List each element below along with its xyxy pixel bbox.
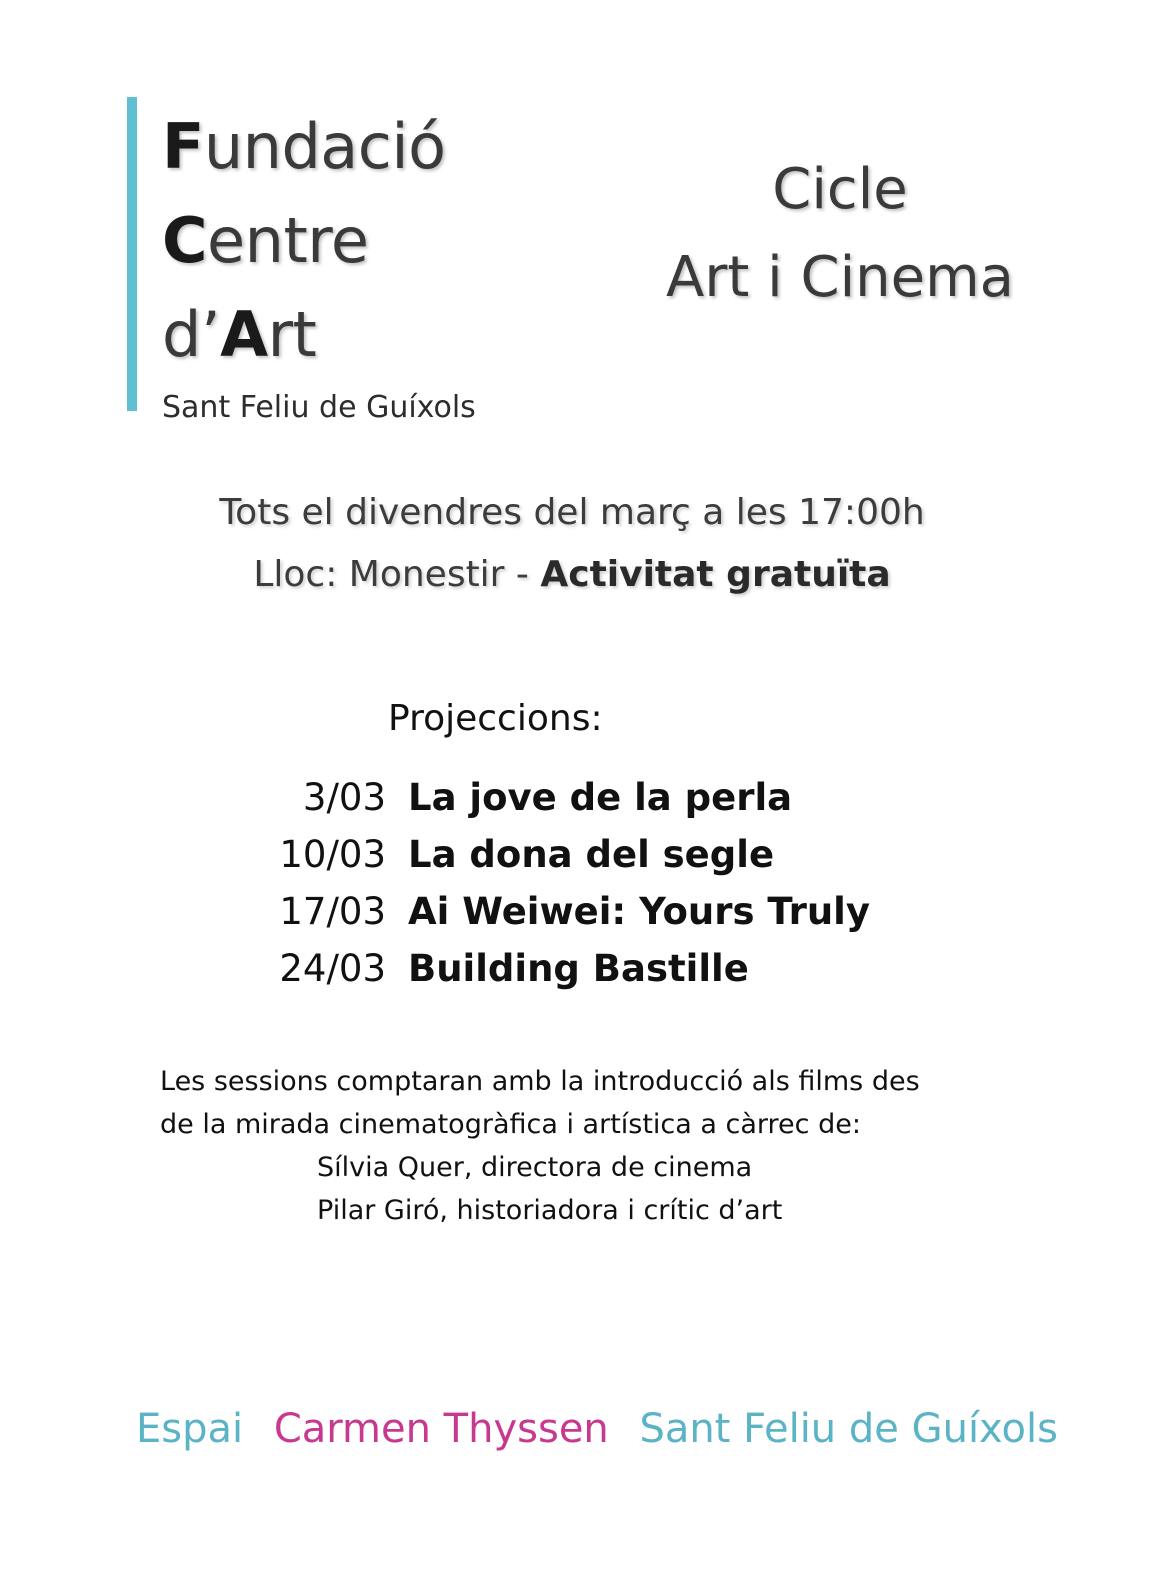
logo-accent-bar [127,97,137,411]
projections-heading: Projeccions: [388,698,603,739]
film-row [230,890,1030,947]
film-row [230,776,1030,833]
cycle-title-line2: Art i Cinema [666,245,1014,310]
presenter-quer: Sílvia Quer, directora de cinema [317,1152,753,1183]
logo-line-art: d’Art [162,298,317,371]
film-list [230,776,1030,1004]
sessions-note [160,1060,1040,1232]
presenter-giro: Pilar Giró, historiadora i crític d’art [317,1195,783,1226]
logo-line-centre: Centre [162,204,369,277]
venue-footer [136,1403,1076,1455]
film-date: 3/03 [302,776,386,819]
cycle-title-line1: Cicle [772,157,908,222]
logo-subtitle: Sant Feliu de Guíxols [162,390,476,425]
film-title: La dona del segle [408,833,775,876]
film-row [230,947,1030,1004]
note-line2: de la mirada cinematogràfica i artística a càrrec de: [160,1109,861,1140]
foundation-logo [162,100,582,428]
footer-sant-feliu: Sant Feliu de Guíxols [639,1406,1058,1452]
free-activity-label: Activitat gratuïta [540,554,891,595]
footer-carmen-thyssen: Carmen Thyssen [273,1406,609,1452]
film-date: 24/03 [279,947,386,990]
film-date: 10/03 [279,833,386,876]
note-line1: Les sessions comptaran amb la introducció als films des [160,1066,920,1097]
schedule-time: Tots el divendres del març a les 17:00h [219,492,925,533]
film-title: La jove de la perla [408,776,793,819]
footer-espai: Espai [136,1406,244,1452]
logo-line-fundacio: Fundació [162,110,446,183]
film-title: Ai Weiwei: Yours Truly [408,890,870,933]
cycle-title [640,146,1040,322]
film-row [230,833,1030,890]
film-date: 17/03 [279,890,386,933]
schedule-place: Lloc: Monestir - Activitat gratuïta [253,554,891,595]
schedule-info [100,482,1044,606]
film-title: Building Bastille [408,947,749,990]
